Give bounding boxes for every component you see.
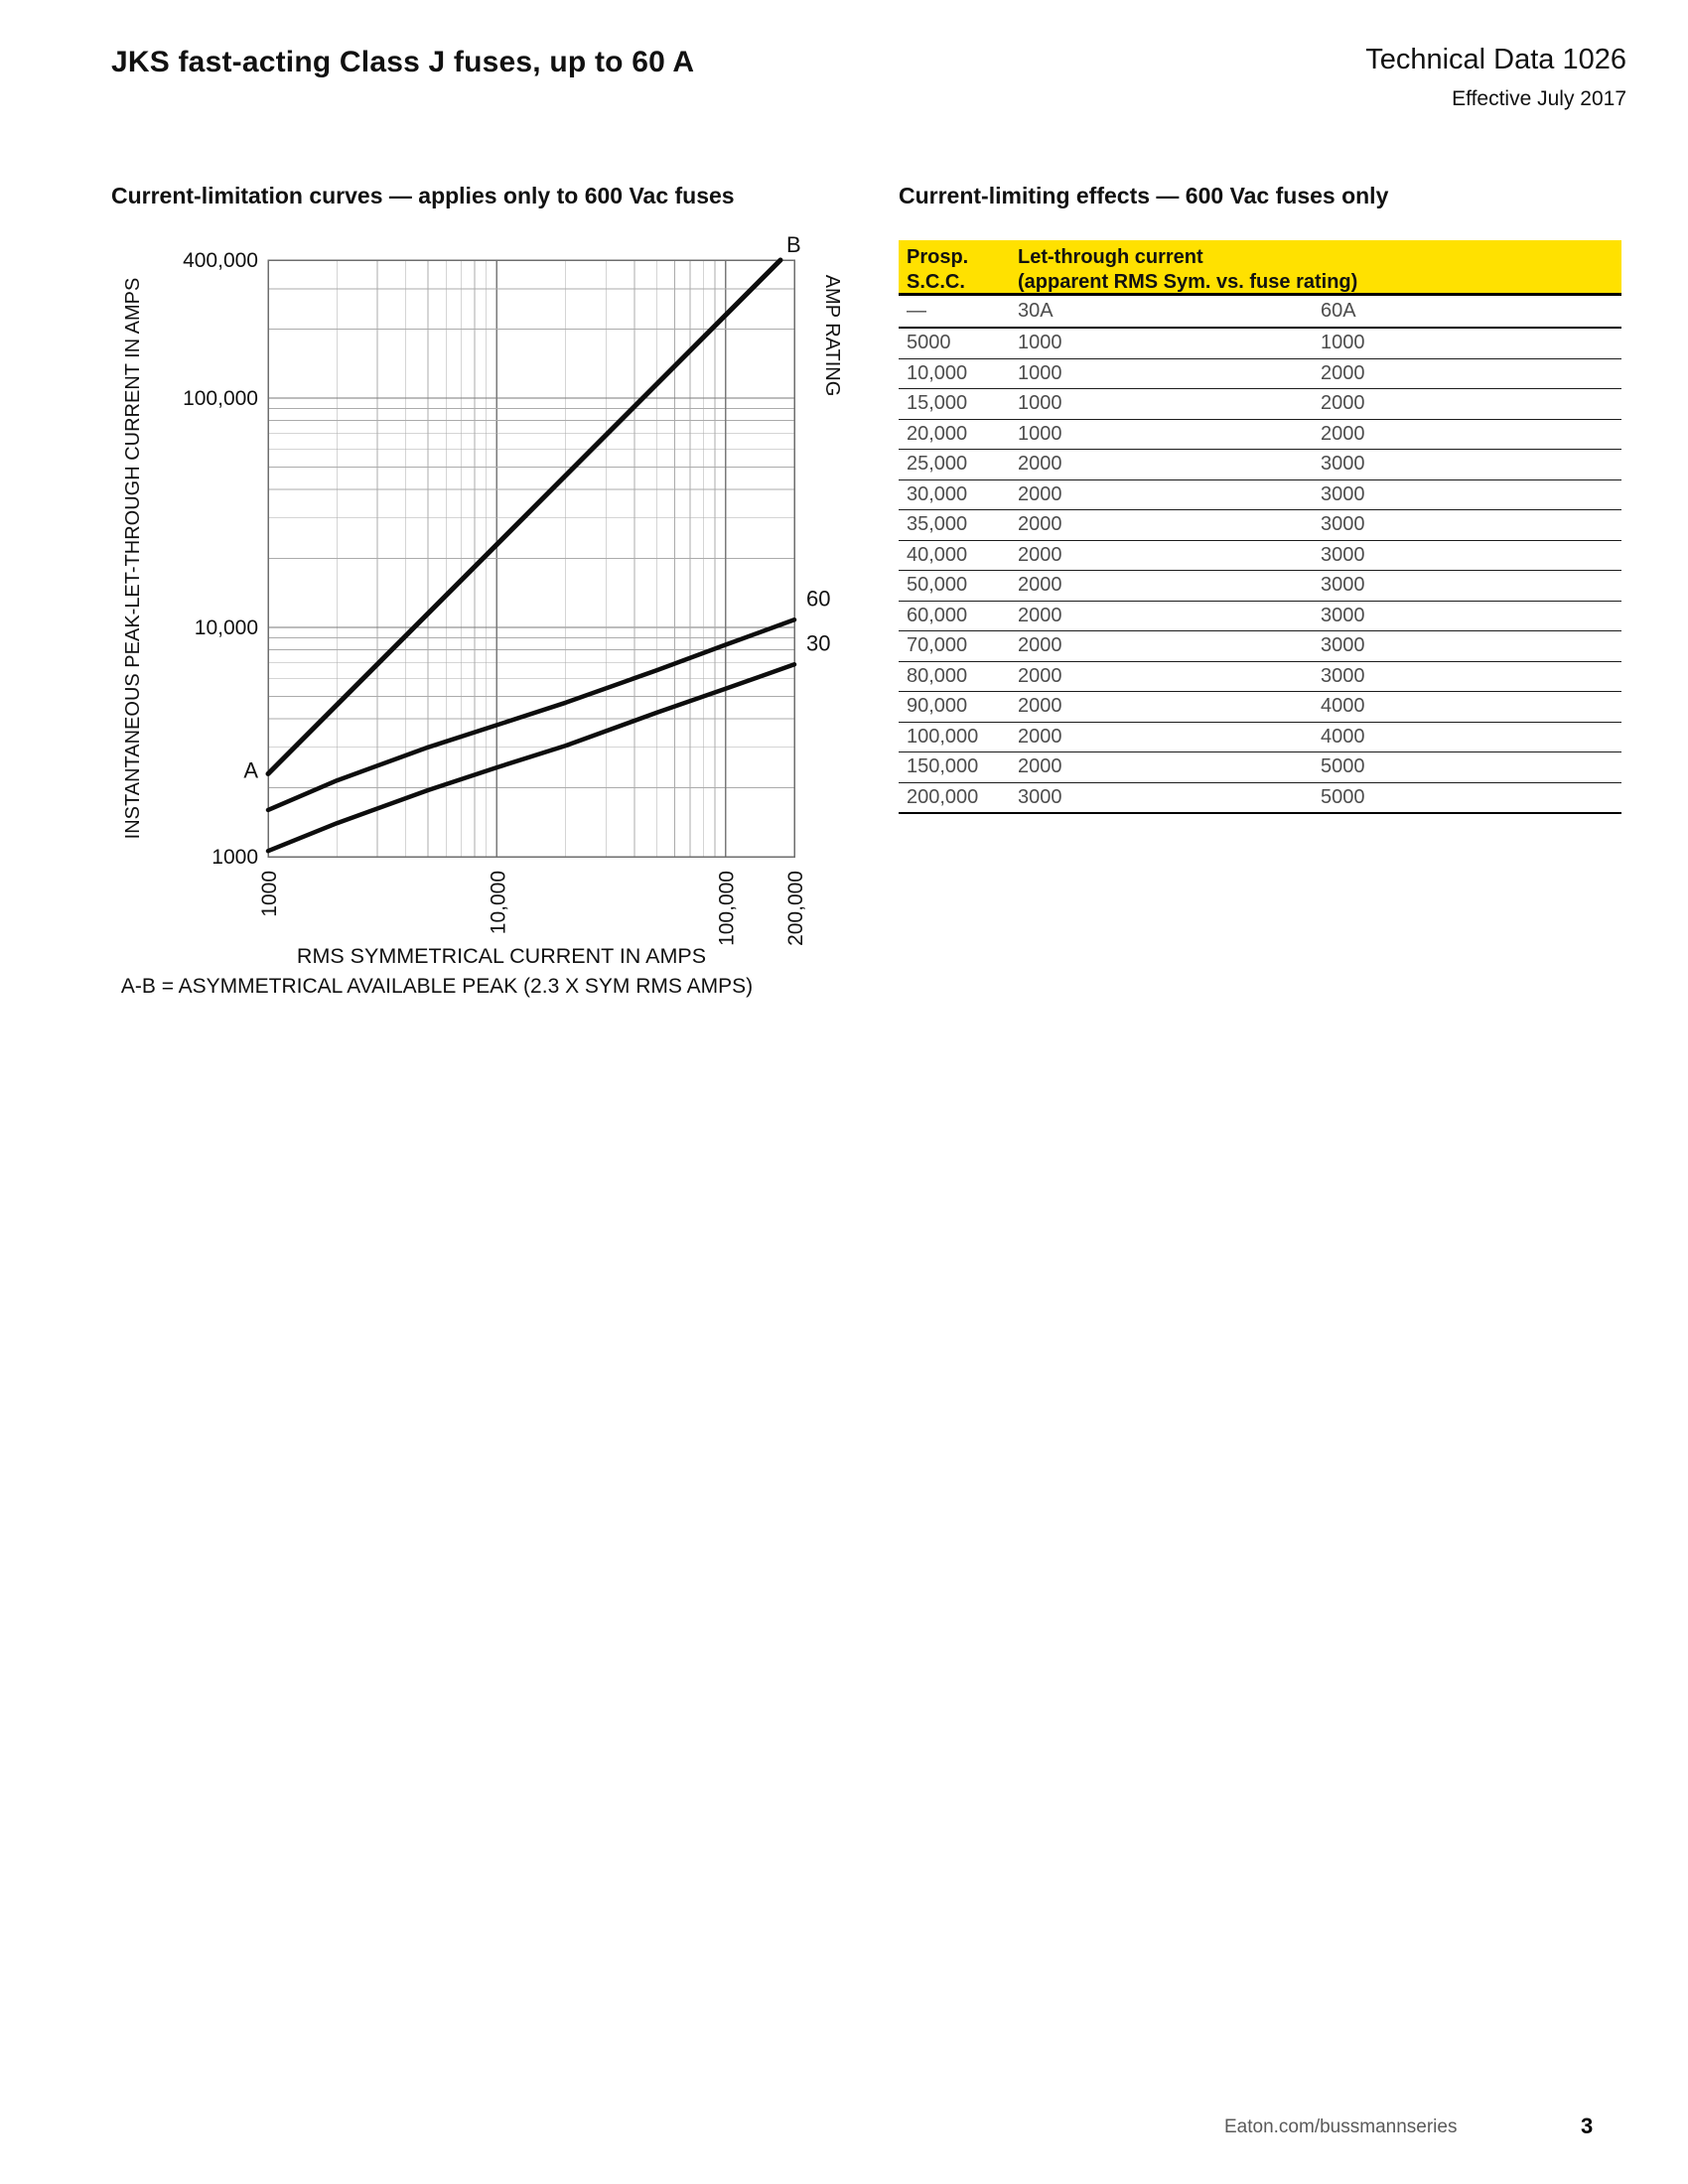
table-cell: 1000 (1018, 332, 1062, 354)
table-cell: 2000 (1321, 392, 1365, 415)
table-cell: 25,000 (907, 453, 968, 476)
table-cell: 2000 (1018, 453, 1062, 476)
x-axis-title: RMS SYMMETRICAL CURRENT IN AMPS (296, 944, 707, 968)
label-amp-30a: 30 (806, 630, 831, 656)
label-curve-start: A (243, 757, 258, 783)
table-cell: 2000 (1018, 543, 1062, 566)
table-row (899, 723, 1621, 753)
label-curve-end: B (786, 232, 801, 257)
current-limitation-chart-area (99, 228, 864, 1013)
table-cell: 3000 (1321, 543, 1365, 566)
table-cell: 2000 (1321, 422, 1365, 445)
table-row (899, 752, 1621, 783)
table-cell: 2000 (1018, 725, 1062, 748)
chart-section-title: Current-limitation curves — applies only to 600 Vac fuses (111, 183, 735, 208)
footer-website: Eaton.com/bussmannseries (1224, 2116, 1458, 2137)
table-row (899, 329, 1621, 359)
table-row (899, 692, 1621, 723)
table-cell: 2000 (1018, 482, 1062, 505)
table-cell: 3000 (1321, 574, 1365, 597)
current-limiting-effects-table (899, 240, 1621, 814)
table-cell: 3000 (1321, 634, 1365, 657)
table-row (899, 480, 1621, 511)
table-row (899, 602, 1621, 632)
chart-note: A-B = ASYMMETRICAL AVAILABLE PEAK (2.3 X SYM RMS AMPS) (120, 975, 754, 998)
table-section-title: Current-limiting effects — 600 Vac fuses only (899, 183, 1389, 208)
table-cell: 3000 (1321, 604, 1365, 626)
table-header (899, 240, 1621, 296)
subheader-dash: — (907, 300, 926, 322)
table-row (899, 631, 1621, 662)
table-row (899, 389, 1621, 420)
table-cell: 2000 (1018, 755, 1062, 778)
table-cell: 20,000 (907, 422, 968, 445)
table-row (899, 420, 1621, 451)
table-cell: 2000 (1018, 604, 1062, 626)
table-header-col1 (899, 245, 1018, 293)
table-cell: 3000 (1321, 664, 1365, 687)
table-header-col2 (1018, 245, 1621, 293)
table-cell: 100,000 (907, 725, 979, 748)
x-tick-label: 1000 (258, 871, 281, 917)
header-scc: S.C.C. (907, 271, 965, 293)
table-row (899, 662, 1621, 693)
x-tick-label: 200,000 (784, 871, 807, 946)
table-cell: 30,000 (907, 482, 968, 505)
table-cell: 1000 (1321, 332, 1365, 354)
table-cell: 2000 (1018, 695, 1062, 718)
table-row (899, 571, 1621, 602)
label-amp-60a: 60 (806, 586, 831, 612)
y-tick-label: 100,000 (183, 387, 258, 411)
table-row (899, 359, 1621, 390)
right-axis-title: AMP RATING (821, 274, 843, 397)
table-cell: 2000 (1321, 361, 1365, 384)
table-cell: 3000 (1321, 482, 1365, 505)
table-row (899, 450, 1621, 480)
table-cell: 70,000 (907, 634, 968, 657)
table-cell: 2000 (1018, 664, 1062, 687)
table-cell: 5000 (907, 332, 951, 354)
y-tick-label: 1000 (211, 846, 258, 869)
table-cell: 200,000 (907, 785, 979, 808)
x-tick-label: 100,000 (715, 871, 739, 946)
table-cell: 1000 (1018, 361, 1062, 384)
table-row (899, 783, 1621, 815)
table-cell: 10,000 (907, 361, 968, 384)
table-cell: 1000 (1018, 422, 1062, 445)
table-row (899, 510, 1621, 541)
table-cell: 4000 (1321, 725, 1365, 748)
table-cell: 15,000 (907, 392, 968, 415)
page-title: JKS fast-acting Class J fuses, up to 60 A (111, 46, 695, 78)
x-tick-label: 10,000 (487, 871, 510, 935)
subheader-60a: 60A (1321, 300, 1356, 322)
table-cell: 5000 (1321, 755, 1365, 778)
current-limitation-chart (99, 228, 864, 1013)
table-cell: 2000 (1018, 513, 1062, 536)
table-cell: 3000 (1321, 453, 1365, 476)
table-cell: 3000 (1321, 513, 1365, 536)
subheader-30a: 30A (1018, 300, 1054, 322)
table-cell: 50,000 (907, 574, 968, 597)
table-cell: 1000 (1018, 392, 1062, 415)
header-prosp: Prosp. (907, 246, 969, 268)
table-cell: 35,000 (907, 513, 968, 536)
table-cell: 60,000 (907, 604, 968, 626)
table-body (899, 329, 1621, 814)
footer-page-number: 3 (1581, 2114, 1594, 2138)
table-cell: 3000 (1018, 785, 1062, 808)
document-reference: Technical Data 1026 (1365, 44, 1626, 75)
effective-date: Effective July 2017 (1452, 87, 1626, 110)
y-tick-label: 400,000 (183, 249, 258, 272)
table-cell: 2000 (1018, 574, 1062, 597)
table-cell: 4000 (1321, 695, 1365, 718)
table-cell: 40,000 (907, 543, 968, 566)
y-tick-label: 10,000 (194, 616, 258, 640)
header-apparent: (apparent RMS Sym. vs. fuse rating) (1018, 271, 1358, 293)
table-cell: 150,000 (907, 755, 979, 778)
table-cell: 90,000 (907, 695, 968, 718)
table-cell: 80,000 (907, 664, 968, 687)
y-axis-title: INSTANTANEOUS PEAK-LET-THROUGH CURRENT IN AMPS (122, 277, 144, 840)
table-row (899, 541, 1621, 572)
header-letthrough: Let-through current (1018, 246, 1203, 268)
table-cell: 5000 (1321, 785, 1365, 808)
table-cell: 2000 (1018, 634, 1062, 657)
table-subheader-row (899, 296, 1621, 329)
